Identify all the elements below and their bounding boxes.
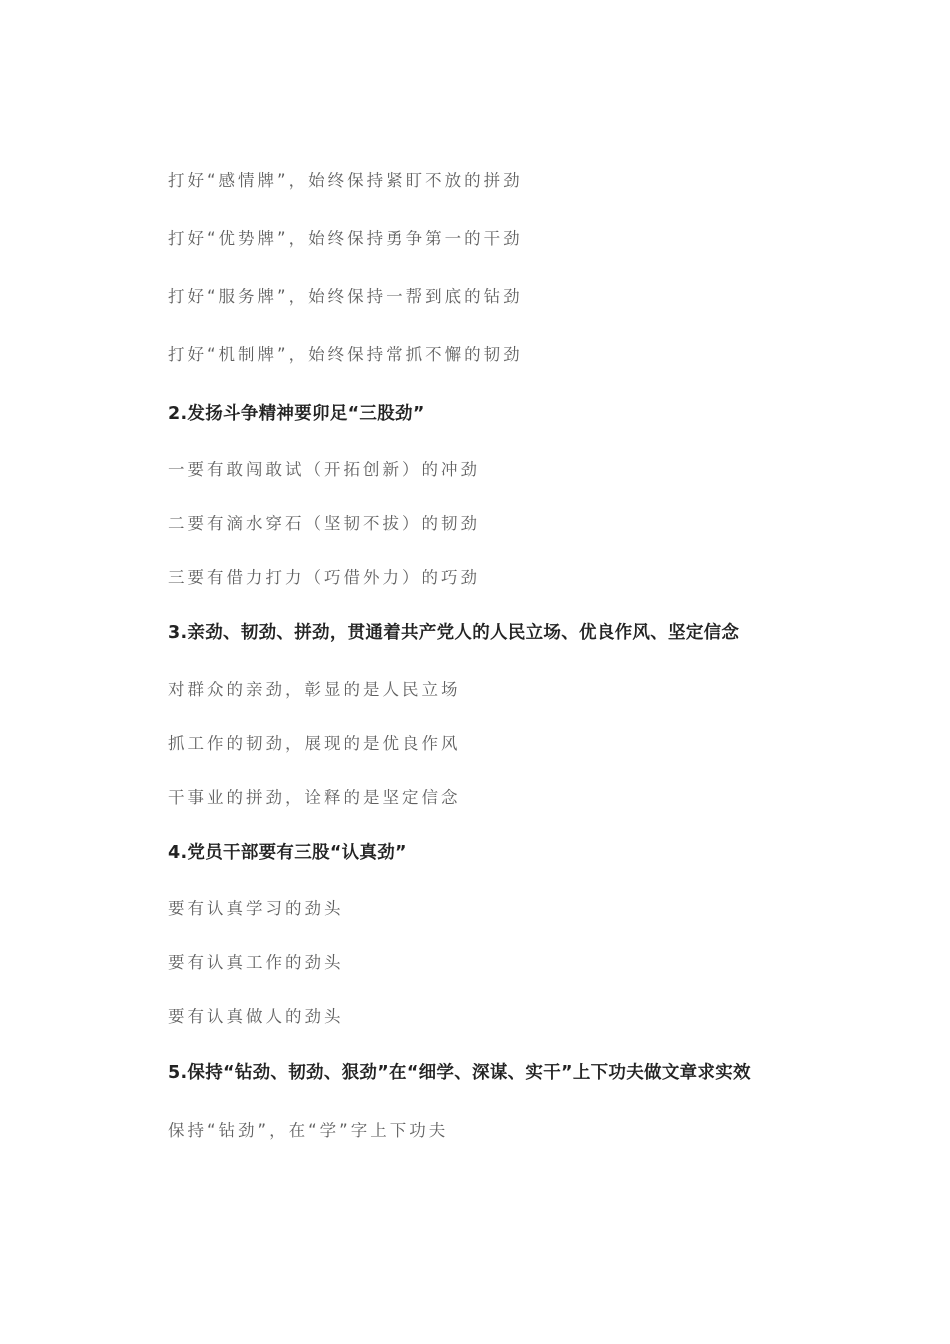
section-heading: 2.发扬斗争精神要卯足“三股劲” — [168, 404, 425, 424]
list-item: 打好“优势牌”，始终保持勇争第一的干劲 — [168, 229, 523, 248]
list-item: 要有认真做人的劲头 — [168, 1007, 344, 1026]
list-item: 打好“服务牌”，始终保持一帮到底的钻劲 — [168, 287, 523, 306]
section-heading: 3.亲劲、韧劲、拼劲，贯通着共产党人的人民立场、优良作风、坚定信念 — [168, 623, 740, 643]
list-item: 要有认真学习的劲头 — [168, 899, 344, 918]
list-item: 保持“钻劲”，在“学”字上下功夫 — [168, 1121, 449, 1140]
list-item: 干事业的拼劲，诠释的是坚定信念 — [168, 788, 461, 807]
list-item: 一要有敢闯敢试（开拓创新）的冲劲 — [168, 460, 480, 479]
list-item: 抓工作的韧劲，展现的是优良作风 — [168, 734, 461, 753]
list-item: 三要有借力打力（巧借外力）的巧劲 — [168, 568, 480, 587]
list-item: 打好“机制牌”，始终保持常抓不懈的韧劲 — [168, 345, 523, 364]
list-item: 对群众的亲劲，彰显的是人民立场 — [168, 680, 461, 699]
list-item: 二要有滴水穿石（坚韧不拔）的韧劲 — [168, 514, 480, 533]
list-item: 要有认真工作的劲头 — [168, 953, 344, 972]
section-heading: 4.党员干部要有三股“认真劲” — [168, 843, 407, 863]
section-heading: 5.保持“钻劲、韧劲、狠劲”在“细学、深谋、实干”上下功夫做文章求实效 — [168, 1063, 751, 1083]
list-item: 打好“感情牌”，始终保持紧盯不放的拼劲 — [168, 171, 523, 190]
